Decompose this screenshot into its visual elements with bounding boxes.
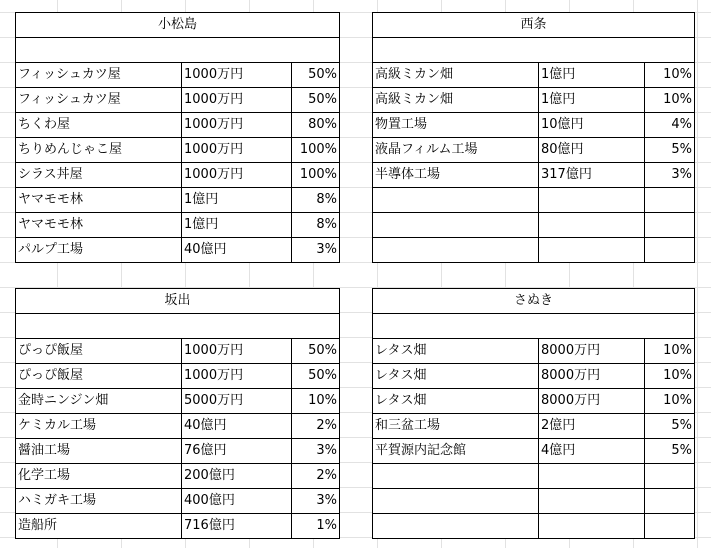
table-row: [373, 464, 695, 489]
cost-cell[interactable]: 4億円: [539, 439, 645, 464]
percent-cell[interactable]: [645, 238, 695, 263]
block-title-row: [373, 13, 695, 38]
item-name-cell[interactable]: レタス畑: [373, 339, 539, 364]
percent-cell[interactable]: [645, 188, 695, 213]
block-title-row: [16, 289, 340, 314]
cost-cell[interactable]: 5000万円: [182, 389, 292, 414]
table-row: [16, 489, 340, 514]
cost-cell[interactable]: [539, 188, 645, 213]
percent-cell[interactable]: 10%: [645, 63, 695, 88]
percent-cell[interactable]: 3%: [292, 238, 340, 263]
cost-cell[interactable]: 80億円: [539, 138, 645, 163]
table-row: [373, 439, 695, 464]
block-title[interactable]: 西条: [373, 13, 695, 38]
cost-cell[interactable]: 1億円: [539, 88, 645, 113]
percent-cell[interactable]: 4%: [645, 113, 695, 138]
table-row: [373, 88, 695, 113]
percent-cell[interactable]: 10%: [645, 88, 695, 113]
table-row: [16, 88, 340, 113]
table-row: [373, 339, 695, 364]
empty-cell[interactable]: [373, 314, 695, 339]
table-row: [373, 238, 695, 263]
table-row: [16, 464, 340, 489]
table-sakaide: [15, 288, 340, 539]
item-name-cell[interactable]: ヤマモモ林: [16, 213, 182, 238]
percent-cell[interactable]: 10%: [645, 364, 695, 389]
item-name-cell[interactable]: [373, 238, 539, 263]
block-title[interactable]: さぬき: [373, 289, 695, 314]
cost-cell[interactable]: 200億円: [182, 464, 292, 489]
cost-cell[interactable]: 1000万円: [182, 113, 292, 138]
table-row: [373, 364, 695, 389]
cost-cell[interactable]: 40億円: [182, 238, 292, 263]
cost-cell[interactable]: 716億円: [182, 514, 292, 539]
cost-cell[interactable]: [539, 489, 645, 514]
cost-cell[interactable]: 1億円: [182, 213, 292, 238]
item-name-cell[interactable]: 半導体工場: [373, 163, 539, 188]
item-name-cell[interactable]: フィッシュカツ屋: [16, 88, 182, 113]
item-name-cell[interactable]: 和三盆工場: [373, 414, 539, 439]
item-name-cell[interactable]: [373, 464, 539, 489]
table-row: [16, 138, 340, 163]
cost-cell[interactable]: 317億円: [539, 163, 645, 188]
item-name-cell[interactable]: ぴっぴ飯屋: [16, 339, 182, 364]
item-name-cell[interactable]: ケミカル工場: [16, 414, 182, 439]
empty-cell[interactable]: [16, 38, 340, 63]
cost-cell[interactable]: 8000万円: [539, 389, 645, 414]
table-row: [373, 514, 695, 539]
cost-cell[interactable]: 8000万円: [539, 364, 645, 389]
item-name-cell[interactable]: ちくわ屋: [16, 113, 182, 138]
percent-cell[interactable]: 3%: [292, 489, 340, 514]
item-name-cell[interactable]: フィッシュカツ屋: [16, 63, 182, 88]
empty-row: [16, 314, 340, 339]
table-row: [16, 238, 340, 263]
item-name-cell[interactable]: 物置工場: [373, 113, 539, 138]
block-title[interactable]: 小松島: [16, 13, 340, 38]
empty-cell[interactable]: [16, 314, 340, 339]
percent-cell[interactable]: 10%: [645, 389, 695, 414]
percent-cell[interactable]: 100%: [292, 163, 340, 188]
percent-cell[interactable]: 2%: [292, 414, 340, 439]
item-name-cell[interactable]: ちりめんじゃこ屋: [16, 138, 182, 163]
cost-cell[interactable]: 1000万円: [182, 63, 292, 88]
cost-cell[interactable]: 400億円: [182, 489, 292, 514]
cost-cell[interactable]: [539, 213, 645, 238]
table-saijo: [372, 12, 695, 263]
cost-cell[interactable]: [539, 514, 645, 539]
item-name-cell[interactable]: 高級ミカン畑: [373, 63, 539, 88]
table-row: [16, 339, 340, 364]
item-name-cell[interactable]: 平賀源内記念館: [373, 439, 539, 464]
empty-row: [373, 38, 695, 63]
cost-cell[interactable]: 10億円: [539, 113, 645, 138]
cost-cell[interactable]: 1億円: [182, 188, 292, 213]
table-row: [16, 414, 340, 439]
table-row: [373, 63, 695, 88]
item-name-cell[interactable]: レタス畑: [373, 364, 539, 389]
percent-cell[interactable]: 50%: [292, 364, 340, 389]
percent-cell[interactable]: 2%: [292, 464, 340, 489]
percent-cell[interactable]: 10%: [292, 389, 340, 414]
item-name-cell[interactable]: 高級ミカン畑: [373, 88, 539, 113]
table-row: [373, 138, 695, 163]
table-row: [16, 514, 340, 539]
table-row: [373, 163, 695, 188]
item-name-cell[interactable]: [373, 489, 539, 514]
cost-cell[interactable]: 76億円: [182, 439, 292, 464]
table-row: [16, 213, 340, 238]
table-row: [373, 213, 695, 238]
percent-cell[interactable]: [645, 514, 695, 539]
block-title-row: [16, 13, 340, 38]
table-row: [373, 414, 695, 439]
table-row: [16, 163, 340, 188]
empty-cell[interactable]: [373, 38, 695, 63]
percent-cell[interactable]: [645, 489, 695, 514]
item-name-cell[interactable]: 造船所: [16, 514, 182, 539]
percent-cell[interactable]: 3%: [645, 163, 695, 188]
item-name-cell[interactable]: [373, 514, 539, 539]
table-row: [16, 364, 340, 389]
empty-row: [16, 38, 340, 63]
table-row: [16, 63, 340, 88]
table-komatsushima: [15, 12, 340, 263]
percent-cell[interactable]: 3%: [292, 439, 340, 464]
item-name-cell[interactable]: ヤマモモ林: [16, 188, 182, 213]
cost-cell[interactable]: 2億円: [539, 414, 645, 439]
table-row: [16, 389, 340, 414]
cost-cell[interactable]: 1000万円: [182, 138, 292, 163]
item-name-cell[interactable]: [373, 188, 539, 213]
item-name-cell[interactable]: [373, 213, 539, 238]
percent-cell[interactable]: 50%: [292, 88, 340, 113]
percent-cell[interactable]: 1%: [292, 514, 340, 539]
table-row: [16, 188, 340, 213]
cost-cell[interactable]: 1億円: [539, 63, 645, 88]
block-title-row: [373, 289, 695, 314]
cost-cell[interactable]: [539, 238, 645, 263]
percent-cell[interactable]: 10%: [645, 339, 695, 364]
item-name-cell[interactable]: シラス丼屋: [16, 163, 182, 188]
percent-cell[interactable]: 5%: [645, 138, 695, 163]
empty-row: [373, 314, 695, 339]
cost-cell[interactable]: [539, 464, 645, 489]
item-name-cell[interactable]: 化学工場: [16, 464, 182, 489]
table-row: [373, 113, 695, 138]
table-row: [373, 489, 695, 514]
item-name-cell[interactable]: ぴっぴ飯屋: [16, 364, 182, 389]
percent-cell[interactable]: [645, 464, 695, 489]
item-name-cell[interactable]: ハミガキ工場: [16, 489, 182, 514]
cost-cell[interactable]: 1000万円: [182, 88, 292, 113]
percent-cell[interactable]: 5%: [645, 414, 695, 439]
percent-cell[interactable]: [645, 213, 695, 238]
cost-cell[interactable]: 8000万円: [539, 339, 645, 364]
percent-cell[interactable]: 8%: [292, 213, 340, 238]
table-row: [373, 389, 695, 414]
block-title[interactable]: 坂出: [16, 289, 340, 314]
percent-cell[interactable]: 50%: [292, 63, 340, 88]
item-name-cell[interactable]: 液晶フィルム工場: [373, 138, 539, 163]
cost-cell[interactable]: 40億円: [182, 414, 292, 439]
table-row: [16, 113, 340, 138]
percent-cell[interactable]: 100%: [292, 138, 340, 163]
table-row: [16, 439, 340, 464]
percent-cell[interactable]: 5%: [645, 439, 695, 464]
percent-cell[interactable]: 80%: [292, 113, 340, 138]
item-name-cell[interactable]: レタス畑: [373, 389, 539, 414]
item-name-cell[interactable]: 金時ニンジン畑: [16, 389, 182, 414]
table-sanuki: [372, 288, 695, 539]
cost-cell[interactable]: 1000万円: [182, 163, 292, 188]
percent-cell[interactable]: 50%: [292, 339, 340, 364]
table-row: [373, 188, 695, 213]
cost-cell[interactable]: 1000万円: [182, 364, 292, 389]
percent-cell[interactable]: 8%: [292, 188, 340, 213]
item-name-cell[interactable]: パルプ工場: [16, 238, 182, 263]
cost-cell[interactable]: 1000万円: [182, 339, 292, 364]
item-name-cell[interactable]: 醤油工場: [16, 439, 182, 464]
